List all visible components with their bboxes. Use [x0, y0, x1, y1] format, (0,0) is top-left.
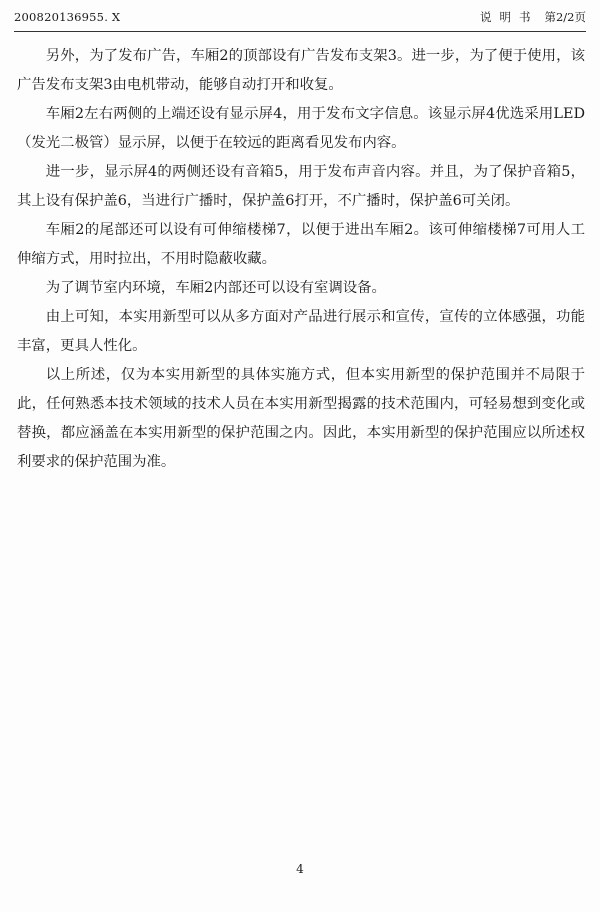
header-right [480, 6, 586, 28]
page-number: 4 [296, 862, 304, 876]
body-text [17, 42, 585, 477]
header-rule [14, 31, 586, 32]
document-type: 说明书 [479, 10, 539, 24]
paragraph: 车厢2左右两侧的上端还设有显示屏4，用于发布文字信息。该显示屏4优选采用LED（发光二极管）显示屏，以便于在较远的距离看见发布内容。 [17, 106, 585, 151]
document-number: 200820136955. X [14, 10, 121, 24]
paragraph: 另外，为了发布广告，车厢2的顶部设有广告发布支架3。进一步，为了便于使用，该广告发布支架3由电机带动，能够自动打开和收复。 [17, 48, 585, 93]
page-header [14, 6, 586, 28]
paragraph: 由上可知，本实用新型可以从多方面对产品进行展示和宣传，宣传的立体感强，功能丰富，更具人性化。 [17, 309, 585, 354]
paragraph: 为了调节室内环境，车厢2内部还可以设有室调设备。 [45, 280, 386, 296]
page-indicator: 第2/2页 [544, 10, 586, 24]
paragraph: 以上所述，仅为本实用新型的具体实施方式，但本实用新型的保护范围并不局限于此，任何熟悉本技术领域的技术人员在本实用新型揭露的技术范围内，可轻易想到变化或替换，都应涵盖在本实用新型的保护范围之内。因此，本实用新型的保护范围应以所述权利要求的保护范围为准。 [17, 367, 585, 470]
paragraph: 进一步，显示屏4的两侧还设有音箱5，用于发布声音内容。并且，为了保护音箱5，其上设有保护盖6，当进行广播时，保护盖6打开，不广播时，保护盖6可关闭。 [17, 164, 585, 209]
paragraph: 车厢2的尾部还可以设有可伸缩楼梯7，以便于进出车厢2。该可伸缩楼梯7可用人工伸缩方式，用时拉出，不用时隐蔽收藏。 [17, 222, 585, 267]
